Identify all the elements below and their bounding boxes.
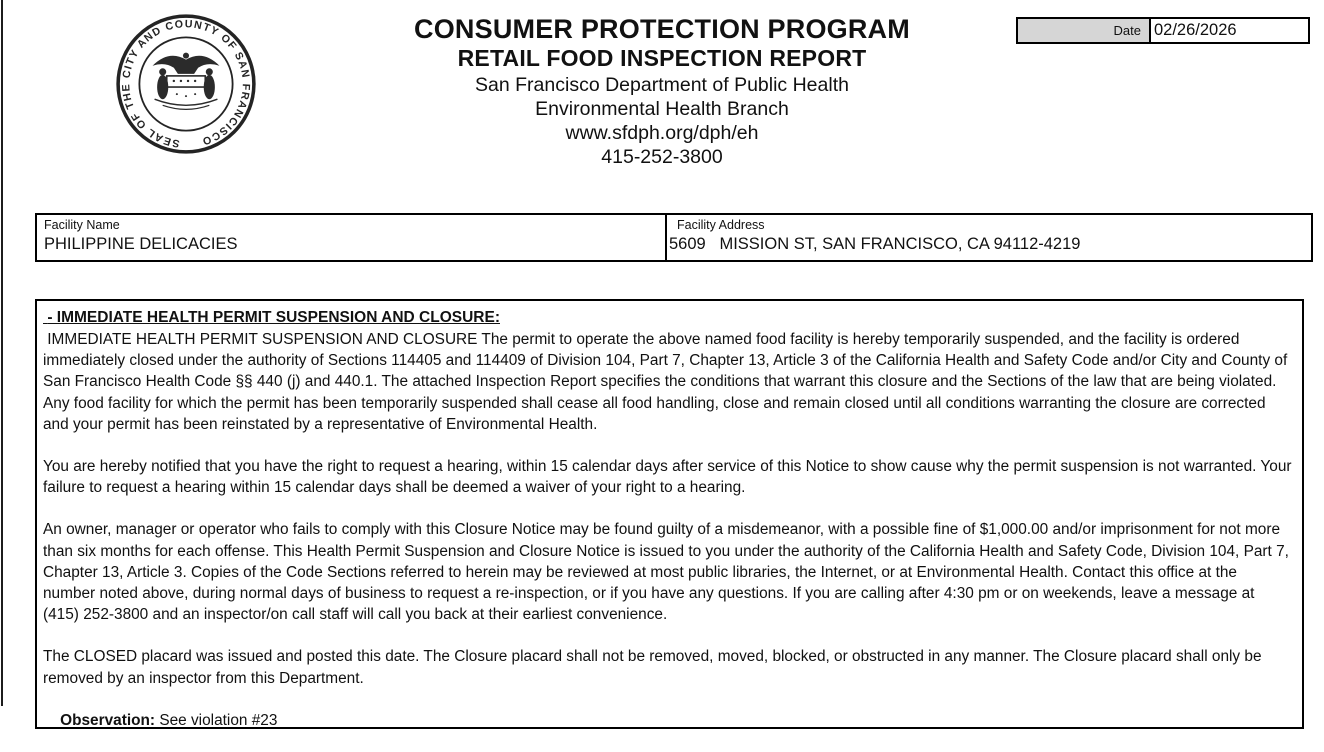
program-title: CONSUMER PROTECTION PROGRAM [414, 14, 910, 44]
observation-label: Observation: [60, 712, 156, 730]
date-label: Date [1018, 19, 1151, 42]
placard-paragraph: The CLOSED placard was issued and posted this date. The Closure placard shall not be removed, moved, blocked, or obstructed in any manner. The Closure placard shall only be removed by an inspector from this Department. [43, 648, 1266, 687]
facility-name-value: PHILIPPINE DELICACIES [44, 235, 238, 253]
facility-name-cell [35, 213, 667, 262]
closure-notice-section [35, 299, 1304, 729]
branch-name: Environmental Health Branch [535, 97, 789, 120]
facility-address-label: Facility Address [677, 218, 765, 232]
hearing-rights-paragraph: You are hereby notified that you have the right to request a hearing, within 15 calendar days after service of this Notice to show cause why the permit suspension is not warranted. Your failure to request a hearing within 15 calendar days shall be deemed a waiver of your right to a hearing. [43, 458, 1296, 497]
closure-notice-paragraph: IMMEDIATE HEALTH PERMIT SUSPENSION AND CLOSURE The permit to operate the above named food facility is hereby temporarily suspended, and the facility is ordered immediately closed under the authority of Sections 114405 and 114409 of Division 104, Part 7, Chapter 13, Article 3 of the California Health and Safety Code and/or City and County of San Francisco Health Code §§ 440 (j) and 440.1. The attached Inspection Report specifies the conditions that warrant this closure and the Sections of the law that are being violated. Any food facility for which the permit has been temporarily suspended shall cease all food handling, close and remain closed until all conditions warranting the closure are corrected and your permit has been reinstated by a representative of Environmental Health. [43, 331, 1292, 433]
facility-info-row [35, 213, 1313, 262]
report-title: RETAIL FOOD INSPECTION REPORT [457, 45, 867, 72]
website-text: www.sfdph.org/dph/eh [565, 121, 759, 144]
facility-address-cell [665, 213, 1313, 262]
facility-name-label: Facility Name [44, 218, 120, 232]
facility-address-value: 5609 MISSION ST, SAN FRANCISCO, CA 94112-4219 [669, 235, 1081, 253]
observation-line [43, 689, 1292, 752]
closure-notice-heading: - IMMEDIATE HEALTH PERMIT SUSPENSION AND CLOSURE: [43, 309, 500, 326]
date-box [1016, 17, 1310, 44]
penalty-paragraph: An owner, manager or operator who fails to comply with this Closure Notice may be found guilty of a misdemeanor, with a possible fine of $1,000.00 and/or imprisonment for not more than six months for each offense. This Health Permit Suspension and Closure Notice is issued to you under the authority of the California Health and Safety Code, Division 104, Part 7, Chapter 13, Article 3. Copies of the Code Sections referred to herein may be reviewed at most public libraries, the Internet, or at Environmental Health. Contact this office at the number noted above, during normal days of business to request a re-inspection, or if you have any questions. If you are calling after 4:30 pm or on weekends, leave a message at (415) 252-3800 and an inspector/on call staff will call you back at their earliest convenience. [43, 521, 1294, 624]
observation-value: See violation #23 [155, 712, 278, 730]
seal-ring-text: SEAL OF THE CITY AND COUNTY OF SAN FRANCISCO [120, 18, 252, 150]
date-value: 02/26/2026 [1151, 19, 1308, 42]
phone-number: 415-252-3800 [601, 145, 723, 168]
department-name: San Francisco Department of Public Health [475, 73, 849, 96]
